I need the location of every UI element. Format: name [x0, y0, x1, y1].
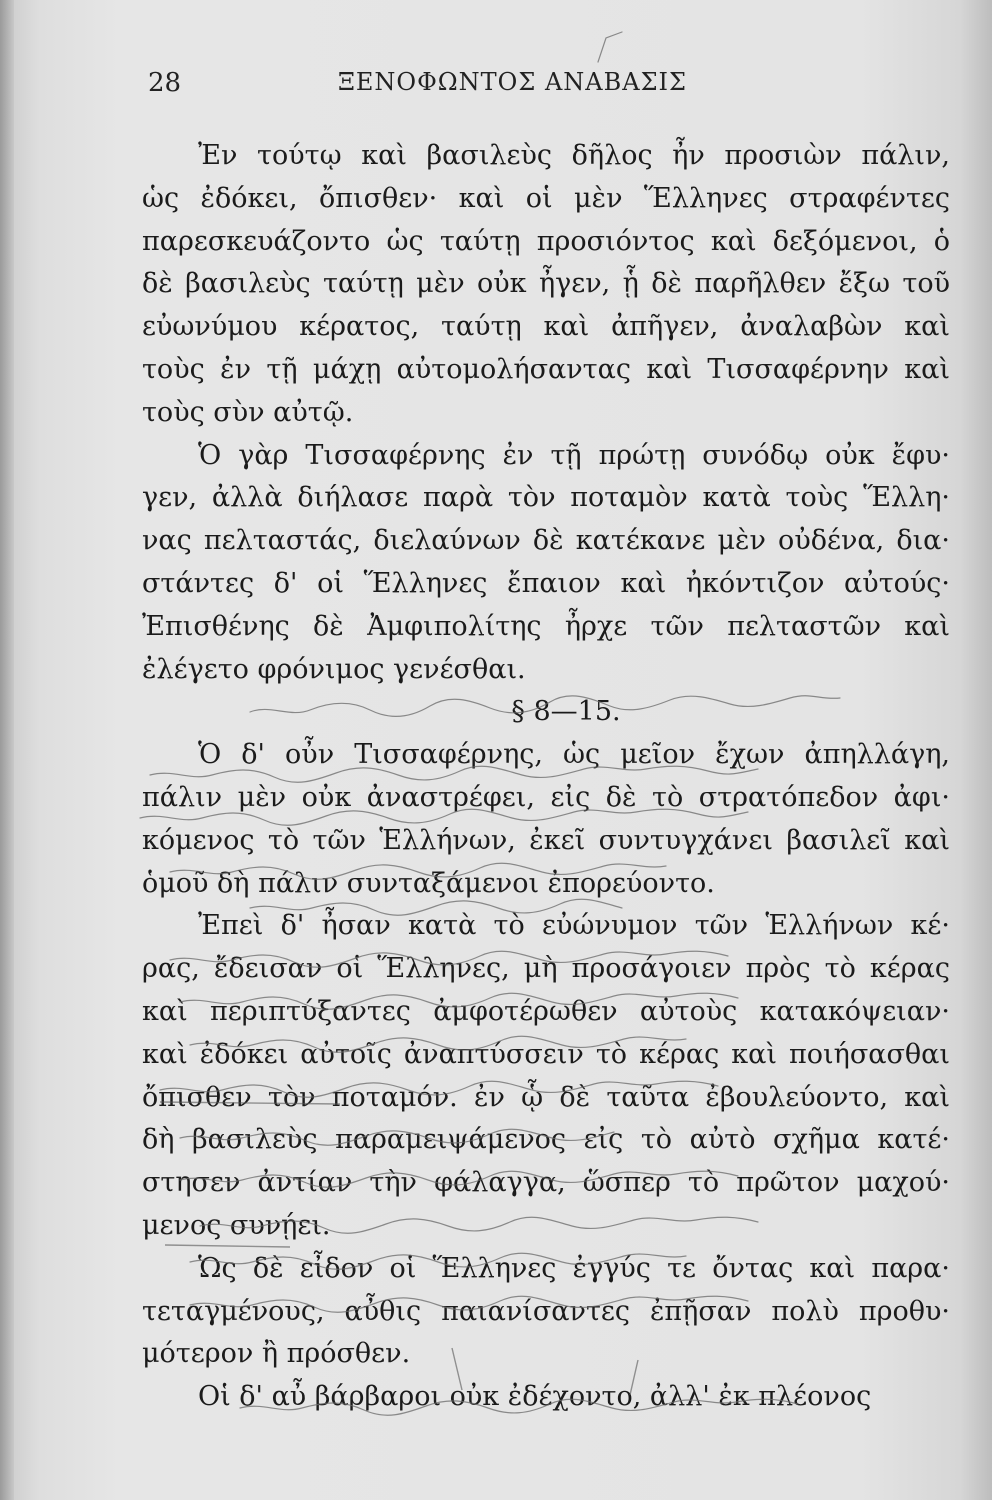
text-line: μότερον ἢ πρόσθεν.	[142, 1338, 411, 1370]
text-line: στησεν ἀντίαν τὴν φάλαγγα, ὥσπερ τὸ πρῶτον μαχού·	[142, 1167, 950, 1199]
text-line: τοὺς ἐν τῇ μάχῃ αὐτομολήσαντας καὶ Τισσαφέρνην καὶ	[142, 353, 950, 385]
text-line: Ὁ δ' οὖν Τισσαφέρνης, ὡς μεῖον ἔχων ἀπηλλάγη,	[198, 739, 950, 771]
text-line: Ὁ γὰρ Τισσαφέρνης ἐν τῇ πρώτῃ συνόδῳ οὐκ ἔφυ·	[198, 439, 950, 471]
page-gutter-shadow	[0, 0, 14, 1500]
page-number: 28	[148, 68, 182, 98]
text-line: τεταγμένους, αὖθις παιανίσαντες ἐπῇσαν πολὺ προθυ·	[142, 1295, 950, 1327]
page-header	[148, 68, 928, 108]
text-line: ὁμοῦ δὴ πάλιν συνταξάμενοι ἐπορεύοντο.	[142, 867, 715, 899]
text-line: στάντες δ' οἱ Ἕλληνες ἔπαιον καὶ ἠκόντιζον αὐτούς·	[142, 567, 950, 599]
running-title: ΞΕΝΟΦΩΝΤΟΣ ΑΝΑΒΑΣΙΣ	[338, 68, 687, 96]
text-line: καὶ περιπτύξαντες ἀμφοτέρωθεν αὐτοὺς κατακόψειαν·	[142, 995, 950, 1027]
text-line: μενος συνῄει.	[142, 1209, 331, 1241]
text-line: γεν, ἀλλὰ διήλασε παρὰ τὸν ποταμὸν κατὰ τοὺς Ἕλλη·	[142, 482, 950, 514]
text-line: νας πελταστάς, διελαύνων δὲ κατέκανε μὲν οὐδένα, δια·	[142, 525, 950, 557]
pencil-tick-mark	[598, 32, 622, 62]
text-line: ὄπισθεν τὸν ποταμόν. ἐν ᾧ δὲ ταῦτα ἐβουλεύοντο, καὶ	[142, 1081, 950, 1113]
text-line: εὐωνύμου κέρατος, ταύτῃ καὶ ἀπῆγεν, ἀναλαβὼν καὶ	[142, 311, 950, 343]
text-line: ὡς ἐδόκει, ὄπισθεν· καὶ οἱ μὲν Ἕλληνες στραφέντες	[142, 182, 950, 214]
text-line: Ἐπεὶ δ' ἦσαν κατὰ τὸ εὐώνυμον τῶν Ἑλλήνων κέ·	[198, 910, 950, 942]
text-line: πάλιν μὲν οὐκ ἀναστρέφει, εἰς δὲ τὸ στρατόπεδον ἀφι·	[142, 781, 950, 813]
main-text	[142, 135, 950, 1419]
text-line: κόμενος τὸ τῶν Ἑλλήνων, ἐκεῖ συντυγχάνει βασιλεῖ καὶ	[142, 824, 950, 856]
text-line: δὲ βασιλεὺς ταύτῃ μὲν οὐκ ἦγεν, ᾗ δὲ παρῆλθεν ἔξω τοῦ	[142, 268, 950, 300]
text-line: παρεσκευάζοντο ὡς ταύτῃ προσιόντος καὶ δεξόμενοι, ὁ	[142, 225, 950, 257]
text-line: τοὺς σὺν αὐτῷ.	[142, 396, 354, 428]
section-heading: § 8—15.	[511, 696, 621, 728]
text-line: Ἐπισθένης δὲ Ἀμφιπολίτης ἦρχε τῶν πελταστῶν καὶ	[142, 610, 950, 642]
text-line: ἐλέγετο φρόνιμος γενέσθαι.	[142, 653, 526, 685]
text-line: δὴ βασιλεὺς παραμειψάμενος εἰς τὸ αὐτὸ σχῆμα κατέ·	[142, 1124, 950, 1156]
text-line: Ἐν τούτῳ καὶ βασιλεὺς δῆλος ἦν προσιὼν πάλιν,	[198, 140, 950, 171]
text-line: ρας, ἔδεισαν οἱ Ἕλληνες, μὴ προσάγοιεν πρὸς τὸ κέρας	[142, 953, 950, 985]
text-line: Ὡς δὲ εἶδον οἱ Ἕλληνες ἐγγύς τε ὄντας καὶ παρα·	[198, 1252, 950, 1284]
text-line: καὶ ἐδόκει αὐτοῖς ἀναπτύσσειν τὸ κέρας καὶ ποιήσασθαι	[142, 1038, 950, 1070]
text-line: Οἱ δ' αὖ βάρβαροι οὐκ ἐδέχοντο, ἀλλ' ἐκ πλέονος	[198, 1381, 872, 1413]
